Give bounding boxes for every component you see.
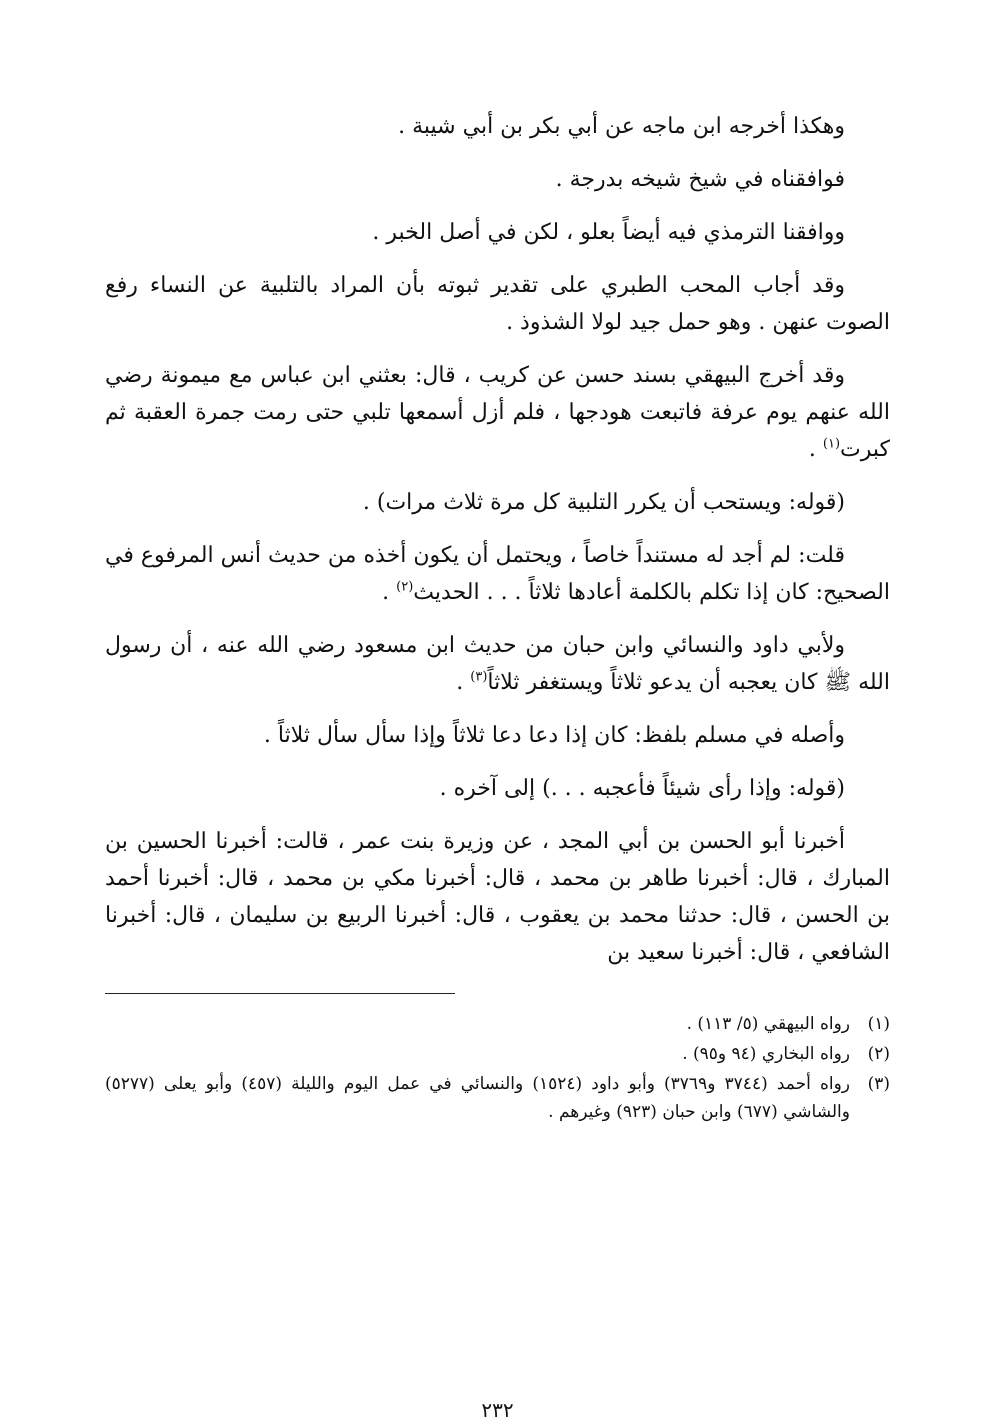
footnote-1 <box>105 1010 890 1038</box>
footnote-number: (٣) <box>867 1074 890 1094</box>
paragraph-10: (قوله: وإذا رأى شيئاً فأعجبه . . .) إلى آخره . <box>439 776 845 801</box>
footnote-separator <box>105 993 455 994</box>
paragraph-5: وقد أخرج البيهقي بسند حسن عن كريب ، قال: بعثني ابن عباس مع ميمونة رضي الله عنهم يوم عرفة فاتبعت هودجها ، فلم أزل أسمعها تلبي حتى رمت جمرة العقبة ثم كبرت$^{(١)}$ . <box>105 363 890 462</box>
paragraph-1: وهكذا أخرجه ابن ماجه عن أبي بكر بن أبي شيبة . <box>398 114 845 139</box>
paragraph-9: وأصله في مسلم بلفظ: كان إذا دعا دعا ثلاثاً وإذا سأل سأل ثلاثاً . <box>263 723 845 748</box>
footnotes <box>105 1010 890 1126</box>
paragraph-2: فوافقناه في شيخ شيخه بدرجة . <box>555 167 845 192</box>
paragraph-8: ولأبي داود والنسائي وابن حبان من حديث ابن مسعود رضي الله عنه ، أن رسول الله ﷺ كان يعجبه أن يدعو ثلاثاً ويستغفر ثلاثاً$^{(٣)}$ . <box>105 633 890 695</box>
footnote-text: رواه البيهقي (٥/ ١١٣) . <box>686 1014 850 1034</box>
footnote-text: رواه البخاري (٩٤ و٩٥) . <box>682 1044 850 1064</box>
footnote-3 <box>105 1070 890 1126</box>
paragraph-3: ووافقنا الترمذي فيه أيضاً بعلو ، لكن في أصل الخبر . <box>372 220 845 245</box>
main-text <box>105 108 890 971</box>
footnote-number: (١) <box>867 1014 890 1034</box>
footnote-text: رواه أحمد (٣٧٤٤ و٣٧٦٩) وأبو داود (١٥٢٤) والنسائي في عمل اليوم والليلة (٤٥٧) وأبو يعلى (٥٢٧٧) والشاشي (٦٧٧) وابن حبان (٩٢٣) وغيرهم . <box>105 1074 850 1122</box>
page-number: ٢٣٢ <box>481 1398 514 1422</box>
paragraph-6: (قوله: ويستحب أن يكرر التلبية كل مرة ثلاث مرات) . <box>362 490 845 515</box>
footnote-ref-3[interactable]: (٣) <box>470 669 488 685</box>
paragraph-7: قلت: لم أجد له مستنداً خاصاً ، ويحتمل أن يكون أخذه من حديث أنس المرفوع في الصحيح: كان إذا تكلم بالكلمة أعادها ثلاثاً . . . الحديث$^{(٢)}$ . <box>105 543 890 605</box>
book-page <box>105 108 890 1422</box>
footnote-number: (٢) <box>867 1044 890 1064</box>
footnote-ref-1[interactable]: (١) <box>822 436 841 452</box>
paragraph-11: أخبرنا أبو الحسن بن أبي المجد ، عن وزيرة بنت عمر ، قالت: أخبرنا الحسين بن المبارك ، قال: أخبرنا طاهر بن محمد ، قال: أخبرنا مكي بن محمد ، قال: أخبرنا أحمد بن الحسن ، قال: حدثنا محمد بن يعقوب ، قال: أخبرنا الربيع بن سليمان ، قال: أخبرنا الشافعي ، قال: أخبرنا سعيد بن <box>105 829 890 965</box>
footnote-2 <box>105 1040 890 1068</box>
paragraph-4: وقد أجاب المحب الطبري على تقدير ثبوته بأن المراد بالتلبية عن النساء رفع الصوت عنهن . وهو حمل جيد لولا الشذوذ . <box>105 273 890 335</box>
footnote-ref-2[interactable]: (٢) <box>396 579 414 595</box>
